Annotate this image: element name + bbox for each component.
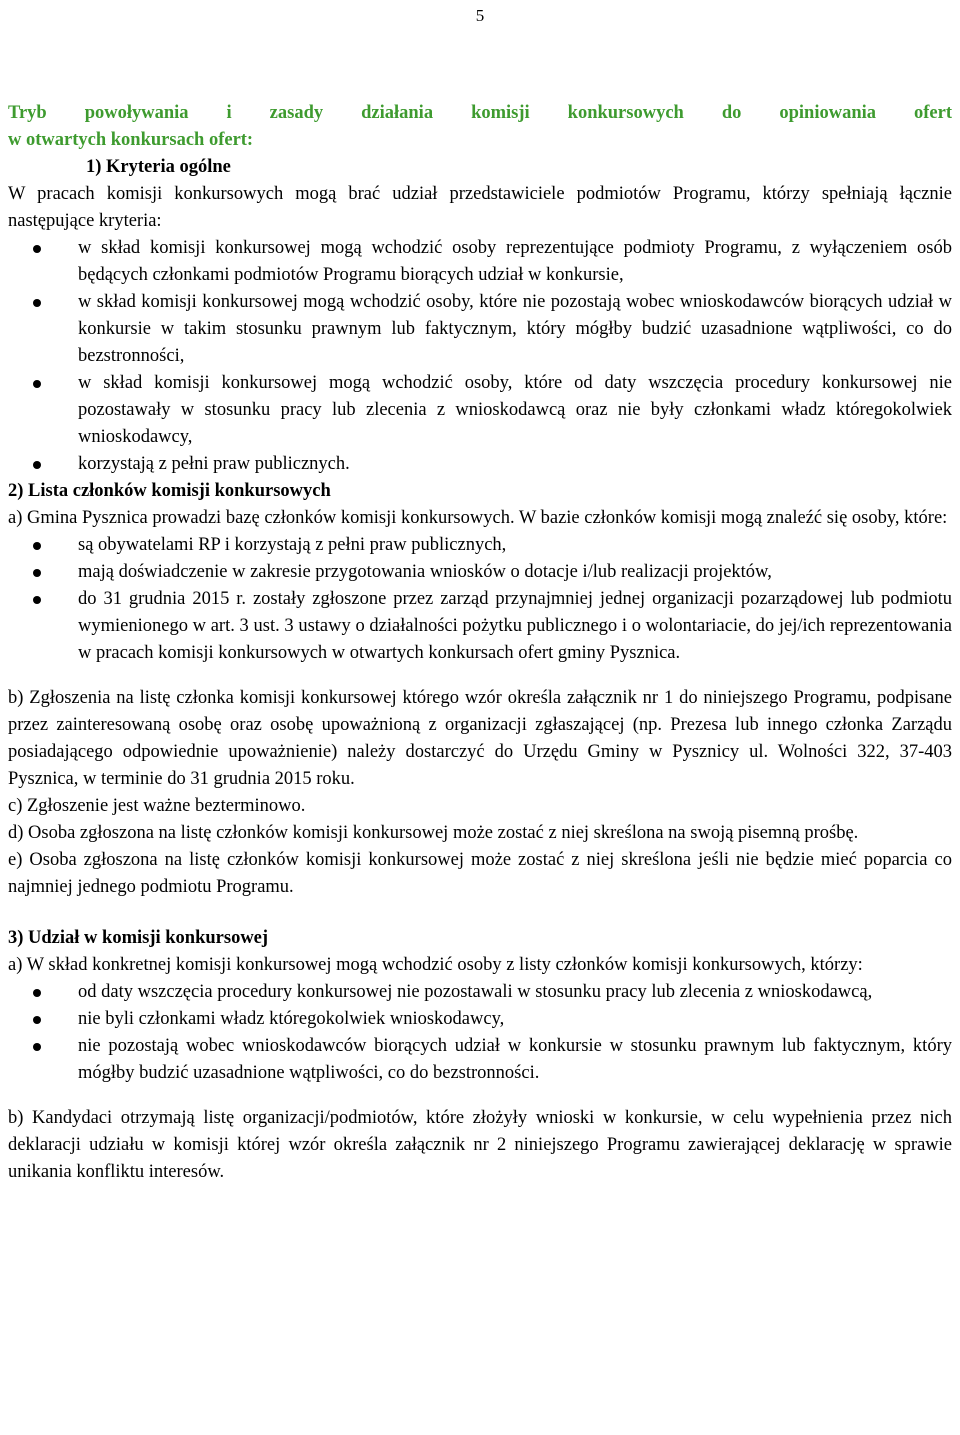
list-item: do 31 grudnia 2015 r. zostały zgłoszone przez zarząd przynajmniej jednej organizacji pozarządowej lub podmiotu wymienionego w art. 3 ust. 3 ustawy o działalności pożytku publicznego i o wolontariacie, do jej/ich reprezentowania w pracach komisji konkursowych w otwartych konkursach ofert gminy Pysznica.	[8, 586, 952, 667]
list-item: od daty wszczęcia procedury konkursowej nie pozostawali w stosunku pracy lub zlecenia z wnioskodawcą,	[8, 979, 952, 1006]
list-item: korzystają z pełni praw publicznych.	[8, 451, 952, 478]
heading-line-2: w otwartych konkursach ofert:	[8, 130, 254, 150]
heading-line-1: Tryb powoływania i zasady działania komisji konkursowych do opiniowania ofert	[8, 103, 952, 123]
section-heading	[8, 100, 952, 154]
s2-paragraph-e: e) Osoba zgłoszona na listę członków komisji konkursowej może zostać z niej skreślona jeśli nie będzie mieć poparcia co najmniej jednego podmiotu Programu.	[8, 850, 952, 897]
bullet-icon	[33, 461, 41, 469]
bullet-icon	[33, 1043, 41, 1051]
list-item: w skład komisji konkursowej mogą wchodzić osoby, które nie pozostają wobec wnioskodawców biorących udział w konkursie w takim stosunku prawnym lub faktycznym, który mógłby budzić uzasadnione wątpliwości, co do bezstronności,	[8, 289, 952, 370]
s2-paragraph-a: a) Gmina Pysznica prowadzi bazę członków komisji konkursowych. W bazie członków komisji mogą znaleźć się osoby, które:	[8, 508, 948, 528]
page-number: 5	[475, 6, 485, 25]
s3-conditions-list	[8, 979, 952, 1087]
list-item: nie pozostają wobec wnioskodawców biorących udział w konkursie w stosunku prawnym lub faktycznym, który mógłby budzić uzasadnione wątpliwości, co do bezstronności.	[8, 1033, 952, 1087]
s1-criteria-list	[8, 235, 952, 478]
bullet-icon	[33, 245, 41, 253]
document-body	[8, 100, 952, 1186]
s1-intro: W pracach komisji konkursowych mogą brać udział przedstawiciele podmiotów Programu, którzy spełniają łącznie następujące kryteria:	[8, 184, 952, 231]
list-item: nie byli członkami władz któregokolwiek wnioskodawcy,	[8, 1006, 952, 1033]
bullet-icon	[33, 542, 41, 550]
s1-title: 1) Kryteria ogólne	[86, 157, 231, 177]
s2-member-list	[8, 532, 952, 667]
s2-paragraph-d: d) Osoba zgłoszona na listę członków komisji konkursowej może zostać z niej skreślona na swoją pisemną prośbę.	[8, 823, 859, 843]
bullet-icon	[33, 299, 41, 307]
s3-paragraph-a: a) W skład konkretnej komisji konkursowej mogą wchodzić osoby z listy członków komisji konkursowych, którzy:	[8, 955, 863, 975]
s2-paragraph-c: c) Zgłoszenie jest ważne bezterminowo.	[8, 796, 306, 816]
s2-paragraph-b: b) Zgłoszenia na listę członka komisji konkursowej którego wzór określa załącznik nr 1 do niniejszego Programu, podpisane przez zainteresowaną osobę oraz osobę upoważnioną z organizacji zgłaszającej (np. Prezesa lub innego członka Zarządu posiadającego odpowiednie upoważnienie) należy dostarczyć do Urzędu Gminy w Pysznicy ul. Wolności 322, 37-403 Pysznica, w terminie do 31 grudnia 2015 roku.	[8, 688, 952, 789]
bullet-icon	[33, 569, 41, 577]
s2-title: 2) Lista członków komisji konkursowych	[8, 481, 331, 501]
s3-paragraph-b: b) Kandydaci otrzymają listę organizacji/podmiotów, które złożyły wnioski w konkursie, w celu wypełnienia przez nich deklaracji udziału w komisji której wzór określa załącznik nr 2 niniejszego Programu zawierającej deklarację w sprawie unikania konfliktu interesów.	[8, 1108, 952, 1182]
bullet-icon	[33, 380, 41, 388]
list-item: mają doświadczenie w zakresie przygotowania wniosków o dotacje i/lub realizacji projektów,	[8, 559, 952, 586]
bullet-icon	[33, 1016, 41, 1024]
bullet-icon	[33, 989, 41, 997]
list-item: są obywatelami RP i korzystają z pełni praw publicznych,	[8, 532, 952, 559]
bullet-icon	[33, 596, 41, 604]
list-item: w skład komisji konkursowej mogą wchodzić osoby reprezentujące podmioty Programu, z wyłączeniem osób będących członkami podmiotów Programu biorących udział w konkursie,	[8, 235, 952, 289]
s3-title: 3) Udział w komisji konkursowej	[8, 928, 269, 948]
list-item: w skład komisji konkursowej mogą wchodzić osoby, które od daty wszczęcia procedury konkursowej nie pozostawały w stosunku pracy lub zlecenia z wnioskodawcą oraz nie były członkami władz któregokolwiek wnioskodawcy,	[8, 370, 952, 451]
